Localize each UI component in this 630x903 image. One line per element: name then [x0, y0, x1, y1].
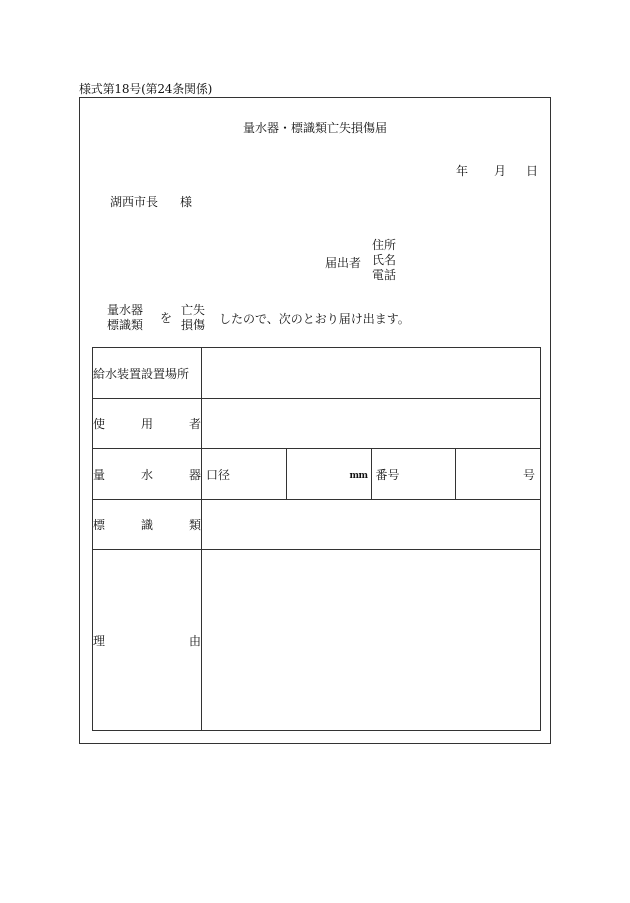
applicant-label: 届出者 [325, 256, 362, 270]
addressee-title: 湖西市長 [110, 195, 159, 209]
applicant-name-label: 氏名 [372, 253, 397, 267]
form-frame [79, 97, 551, 744]
statement-item-meter: 量水器 [107, 303, 144, 317]
date-day: 日 [526, 164, 539, 178]
row-location [93, 348, 541, 399]
form-number: 様式第18号(第24条関係) [79, 82, 213, 96]
statement-items [107, 303, 143, 333]
row-reason [93, 550, 541, 731]
statement [80, 303, 552, 335]
addressee-honorific: 様 [180, 195, 193, 209]
signs-field[interactable] [202, 500, 541, 550]
meter-diameter-label: 口径 [202, 449, 287, 500]
statement-events [181, 303, 205, 333]
meter-number-unit: 号 [522, 467, 535, 482]
reason-field[interactable] [202, 550, 541, 731]
row-user [93, 399, 541, 449]
meter-label: 量 水 器 [93, 449, 202, 500]
meter-number-field[interactable] [456, 449, 541, 500]
statement-particle: を [160, 311, 173, 325]
signs-label: 標 識 類 [93, 500, 202, 550]
row-meter [93, 449, 541, 500]
date-year: 年 [456, 164, 469, 178]
date-month: 月 [494, 164, 507, 178]
statement-rest: したので、次のとおり届け出ます。 [219, 312, 410, 326]
details-table [92, 347, 541, 731]
applicant-phone-label: 電話 [372, 268, 397, 282]
date-line [456, 162, 538, 179]
location-label: 給水装置設置場所 [93, 348, 202, 399]
meter-number-label: 番号 [371, 449, 456, 500]
document-title: 量水器・標識類亡失損傷届 [242, 121, 387, 135]
location-field[interactable] [202, 348, 541, 399]
applicant-fields [372, 238, 396, 283]
statement-event-loss: 亡失 [181, 303, 206, 317]
addressee [110, 193, 192, 210]
row-signs [93, 500, 541, 550]
applicant-address-label: 住所 [372, 238, 397, 252]
meter-diameter-unit: mm [349, 471, 368, 481]
reason-label: 理 由 [93, 550, 202, 731]
statement-event-damage: 損傷 [181, 318, 206, 332]
user-label: 使 用 者 [93, 399, 202, 449]
user-field[interactable] [202, 399, 541, 449]
statement-item-signs: 標識類 [107, 318, 144, 332]
meter-diameter-field[interactable] [286, 449, 371, 500]
